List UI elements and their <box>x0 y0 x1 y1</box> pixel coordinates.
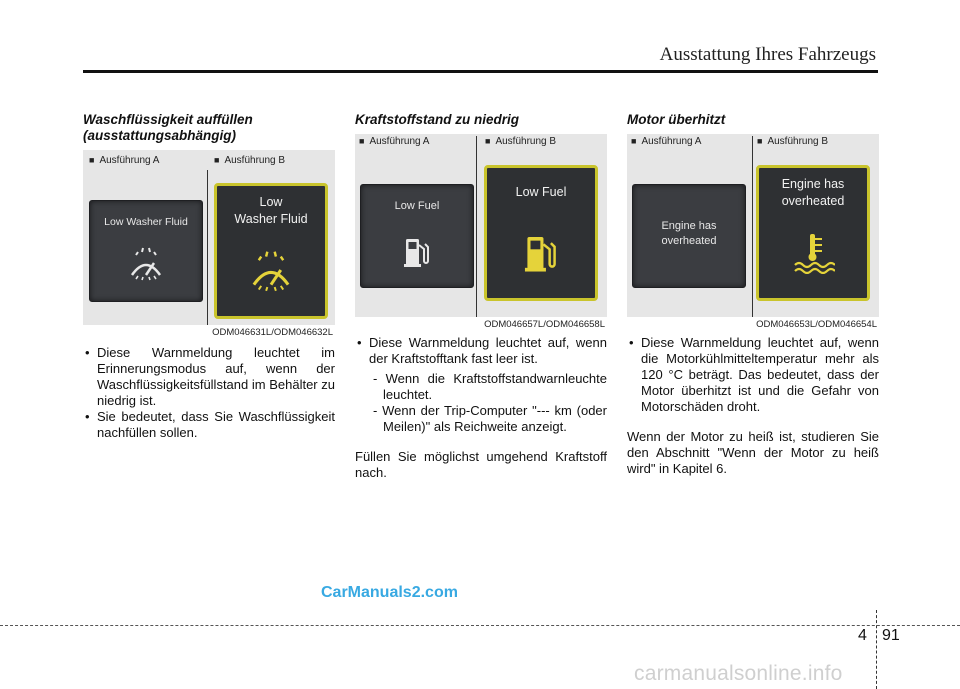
header-title: Ausstattung Ihres Fahrzeugs <box>659 44 876 65</box>
figure-code: ODM046653L/ODM046654L <box>756 319 877 330</box>
bullet-text: Diese Warnmeldung leuchtet auf, wenn der Kraftstofftank fast leer ist. <box>369 335 607 366</box>
figure-divider <box>207 170 208 325</box>
variant-label-a: ■ Ausführung A <box>631 136 701 147</box>
coolant-temperature-icon <box>791 230 835 274</box>
variant-label-a: ■ Ausführung A <box>359 136 429 147</box>
section-body <box>627 335 879 477</box>
header-rule <box>83 70 878 73</box>
figure-code: ODM046657L/ODM046658L <box>484 319 605 330</box>
section-washer-fluid <box>83 112 335 441</box>
section-title: Motor überhitzt <box>627 112 726 127</box>
bullet-item: • Sie bedeutet, dass Sie Waschflüssigkeit nachfüllen sollen. <box>83 409 335 441</box>
paragraph: Füllen Sie möglichst umgehend Kraftstoff nach. <box>355 449 607 480</box>
fuel-pump-icon <box>403 235 431 269</box>
display-panel-a <box>360 184 474 288</box>
page-number: 91 <box>882 627 900 644</box>
section-low-fuel <box>355 112 607 481</box>
sub-item: - Wenn der Trip-Computer "--- km (oder Meilen)" als Reichweite anzeigt. <box>369 403 607 435</box>
display-panel-b <box>756 165 870 301</box>
footer-site-watermark: carmanualsonline.info <box>634 662 843 685</box>
figure-divider <box>476 136 477 317</box>
section-body <box>355 335 607 481</box>
washer-fluid-icon <box>249 248 293 292</box>
display-panel-b <box>214 183 328 319</box>
display-panel-a <box>89 200 203 302</box>
fuel-pump-icon <box>523 232 559 274</box>
footer-rule <box>0 625 960 626</box>
panel-a-text: Low Washer Fluid <box>104 216 188 228</box>
figure-code: ODM046631L/ODM046632L <box>212 327 333 338</box>
watermark-link[interactable]: CarManuals2.com <box>321 584 458 601</box>
bullet-item <box>355 335 607 435</box>
variant-label-b: ■ Ausführung B <box>214 155 285 166</box>
panel-b-text: Low Washer Fluid <box>234 195 308 226</box>
bullet-item: • Diese Warnmeldung leuchtet auf, wenn die Motorkühlmitteltemperatur mehr als 120 °C beträgt. Das bedeutet, dass der Motor überhitzt ist und die Gefahr von Motorschäden droht. <box>627 335 879 415</box>
display-panel-a <box>632 184 746 288</box>
warning-figure <box>627 134 879 330</box>
warning-figure <box>355 134 607 330</box>
page-number-divider <box>876 610 877 689</box>
washer-fluid-icon <box>128 245 164 281</box>
display-panel-b <box>484 165 598 301</box>
panel-b-text: Engine has overheated <box>781 177 845 208</box>
panel-a-text: Low Fuel <box>394 200 440 212</box>
panel-b-text: Low Fuel <box>515 185 567 199</box>
variant-label-b: ■ Ausführung B <box>485 136 556 147</box>
section-title: Waschflüssigkeit auffüllen (ausstattungsabhängig) <box>83 112 253 143</box>
paragraph: Wenn der Motor zu heiß ist, studieren Sie den Abschnitt "Wenn der Motor zu heiß wird" in Kapitel 6. <box>627 429 879 476</box>
section-body <box>83 345 335 441</box>
chapter-number: 4 <box>858 627 867 644</box>
section-engine-overheated <box>627 112 879 477</box>
bullet-item: • Diese Warnmeldung leuchtet im Erinnerungsmodus auf, wenn der Waschflüssigkeitsfüllstand im Behälter zu niedrig ist. <box>83 345 335 409</box>
warning-figure <box>83 150 335 338</box>
variant-label-b: ■ Ausführung B <box>757 136 828 147</box>
section-title: Kraftstoffstand zu niedrig <box>355 112 520 127</box>
variant-label-a: ■ Ausführung A <box>89 155 159 166</box>
figure-divider <box>752 136 753 317</box>
panel-a-text: Engine has overheated <box>661 220 717 247</box>
sub-item: - Wenn die Kraftstoffstandwarnleuchte leuchtet. <box>369 371 607 403</box>
